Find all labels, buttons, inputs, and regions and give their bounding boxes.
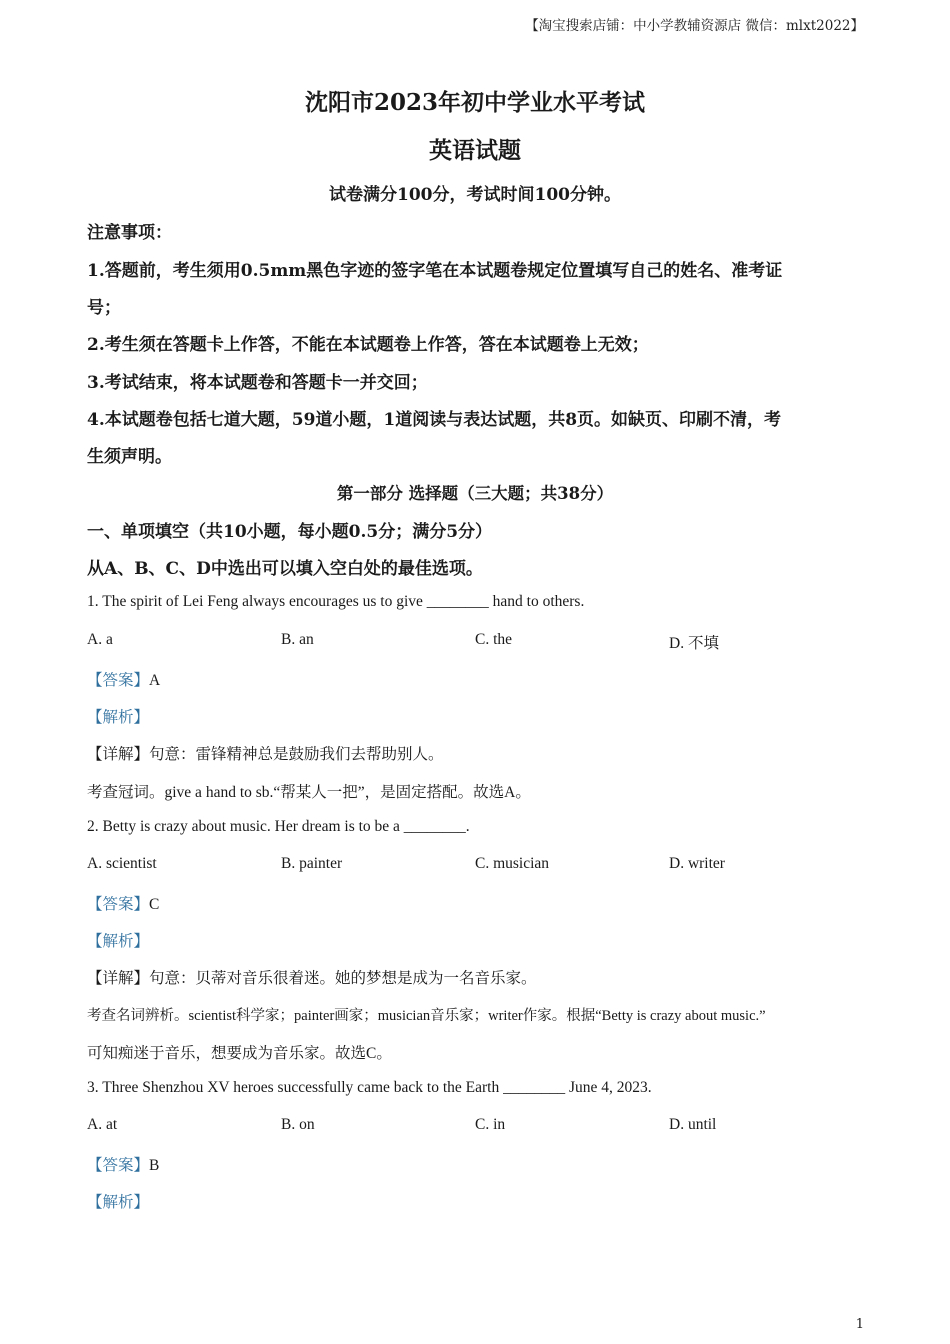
question-1-analysis-tag: 【解析】 bbox=[87, 709, 150, 726]
detail-text: 句意：雷锋精神总是鼓励我们去帮助别人。 bbox=[149, 746, 444, 763]
question-3-option-b: B. on bbox=[281, 1116, 315, 1133]
question-1-detail bbox=[87, 742, 444, 764]
detail-tag: 【详解】 bbox=[87, 970, 150, 987]
page-subtitle: 英语试题 bbox=[429, 137, 521, 164]
page-title: 沈阳市2023年初中学业水平考试 bbox=[304, 89, 645, 116]
question-3-stem: 3. Three Shenzhou XV heroes successfully came back to the Earth ________ June 4, 2023. bbox=[87, 1079, 652, 1096]
header-note: 【淘宝搜索店铺：中小学教辅资源店 微信：mlxt2022】 bbox=[525, 18, 864, 34]
answer-value: A bbox=[149, 672, 161, 689]
answer-tag: 【答案】 bbox=[87, 1157, 150, 1174]
detail-tag: 【详解】 bbox=[87, 746, 150, 763]
answer-tag: 【答案】 bbox=[87, 896, 150, 913]
answer-value: B bbox=[149, 1157, 160, 1174]
question-3-analysis-tag: 【解析】 bbox=[87, 1194, 150, 1211]
notice-item-4: 4.本试题卷包括七道大题，59道小题，1道阅读与表达试题，共8页。如缺页、印刷不清，考 bbox=[87, 410, 782, 430]
notice-item-2: 2.考生须在答题卡上作答，不能在本试题卷上作答，答在本试题卷上无效； bbox=[87, 335, 649, 355]
question-2-answer bbox=[87, 892, 159, 914]
notice-item-1: 1.答题前，考生须用0.5mm黑色字迹的签字笔在本试题卷规定位置填写自己的姓名、准考证 bbox=[87, 261, 783, 281]
exam-info: 试卷满分100分，考试时间100分钟。 bbox=[329, 185, 621, 205]
answer-value: C bbox=[149, 896, 160, 913]
section-heading: 一、单项填空（共10小题，每小题0.5分；满分5分） bbox=[87, 522, 493, 542]
question-2-analysis-tag: 【解析】 bbox=[87, 933, 150, 950]
question-3-option-d: D. until bbox=[669, 1116, 717, 1133]
question-2-option-d: D. writer bbox=[669, 855, 725, 872]
question-1-option-b: B. an bbox=[281, 631, 314, 648]
detail-text: 句意：贝蒂对音乐很着迷。她的梦想是成为一名音乐家。 bbox=[149, 970, 537, 987]
question-3-option-c: C. in bbox=[475, 1116, 506, 1133]
notice-item-1-cont: 号； bbox=[87, 298, 121, 318]
question-1-stem: 1. The spirit of Lei Feng always encourages us to give ________ hand to others. bbox=[87, 593, 585, 610]
question-1-answer bbox=[87, 668, 160, 690]
question-1-option-a: A. a bbox=[87, 631, 113, 648]
part-heading: 第一部分 选择题（三大题；共38分） bbox=[336, 484, 614, 503]
question-2-explanation-2: 可知痴迷于音乐，想要成为音乐家。故选C。 bbox=[87, 1045, 392, 1062]
question-3-answer bbox=[87, 1153, 159, 1175]
question-2-option-c: C. musician bbox=[475, 855, 550, 872]
question-1-explanation: 考查冠词。give a hand to sb.“帮某人一把”，是固定搭配。故选A。 bbox=[87, 784, 531, 801]
question-2-stem: 2. Betty is crazy about music. Her dream is to be a ________. bbox=[87, 818, 470, 835]
question-2-option-b: B. painter bbox=[281, 855, 343, 872]
question-1-option-c: C. the bbox=[475, 631, 513, 648]
answer-tag: 【答案】 bbox=[87, 672, 150, 689]
notice-item-3: 3.考试结束，将本试题卷和答题卡一并交回； bbox=[87, 373, 428, 393]
question-2-explanation-1: 考查名词辨析。scientist科学家；painter画家；musician音乐家；writer作家。根据“Betty is crazy about music.” bbox=[87, 1008, 766, 1024]
question-3-option-a: A. at bbox=[87, 1116, 118, 1133]
page-number: 1 bbox=[855, 1317, 864, 1332]
instruction: 从A、B、C、D中选出可以填入空白处的最佳选项。 bbox=[87, 559, 483, 579]
question-1-option-d: D. 不填 bbox=[669, 635, 719, 652]
question-2-option-a: A. scientist bbox=[87, 855, 157, 872]
notice-item-4-cont: 生须声明。 bbox=[87, 447, 172, 467]
notice-heading: 注意事项： bbox=[87, 223, 172, 243]
question-2-detail bbox=[87, 966, 537, 988]
